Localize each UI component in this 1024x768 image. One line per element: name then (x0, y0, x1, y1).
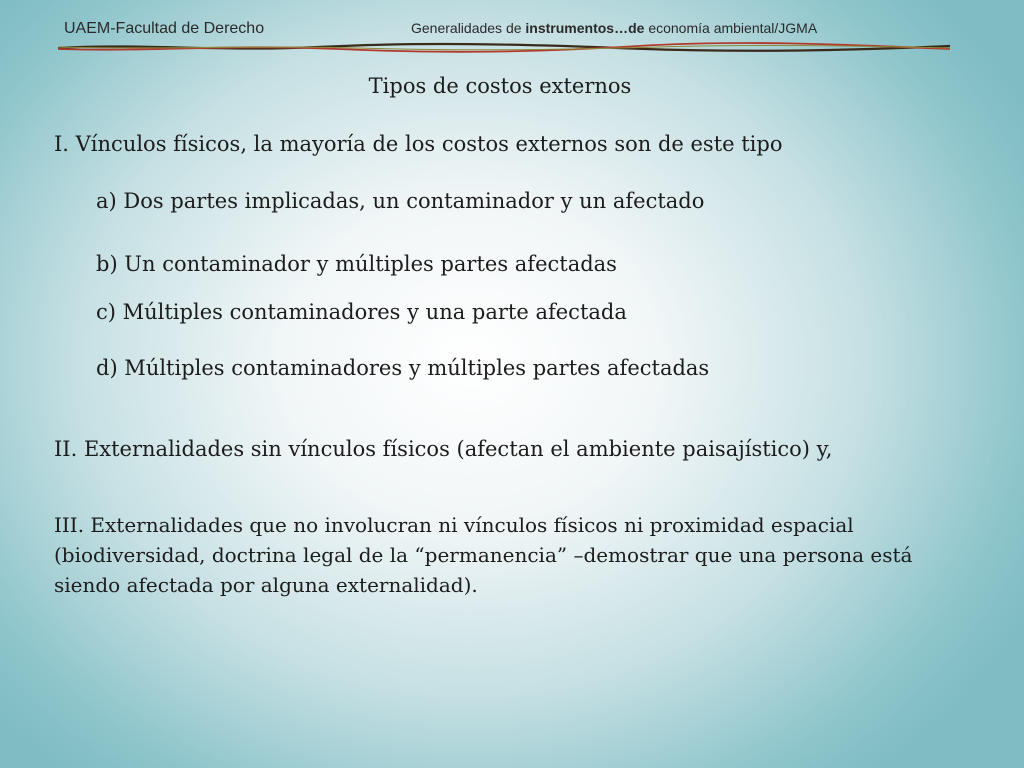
header-course-prefix: Generalidades de (411, 20, 526, 36)
header-decorative-rule (58, 40, 950, 56)
section-2-text: II. Externalidades sin vínculos físicos (afectan el ambiente paisajístico) y, (54, 437, 833, 461)
section-1-heading: I. Vínculos físicos, la mayoría de los costos externos son de este tipo (54, 132, 783, 156)
section-1-item-d: d) Múltiples contaminadores y múltiples partes afectadas (96, 356, 710, 380)
header-course (411, 20, 817, 36)
section-1-item-c: c) Múltiples contaminadores y una parte afectada (96, 300, 627, 324)
section-1-item-a: a) Dos partes implicadas, un contaminador y un afectado (96, 189, 705, 213)
header-course-suffix: economía ambiental/JGMA (644, 20, 818, 36)
slide-title: Tipos de costos externos (368, 74, 632, 98)
section-1-item-b: b) Un contaminador y múltiples partes afectadas (96, 252, 617, 276)
header-institution: UAEM-Facultad de Derecho (64, 20, 265, 37)
section-3-text: III. Externalidades que no involucran ni vínculos físicos ni proximidad espacial (biodiversidad, doctrina legal de la “permanencia” –demostrar que una persona está siendo afectada por alguna externalidad). (54, 513, 913, 597)
header-course-bold: instrumentos…de (525, 20, 645, 36)
